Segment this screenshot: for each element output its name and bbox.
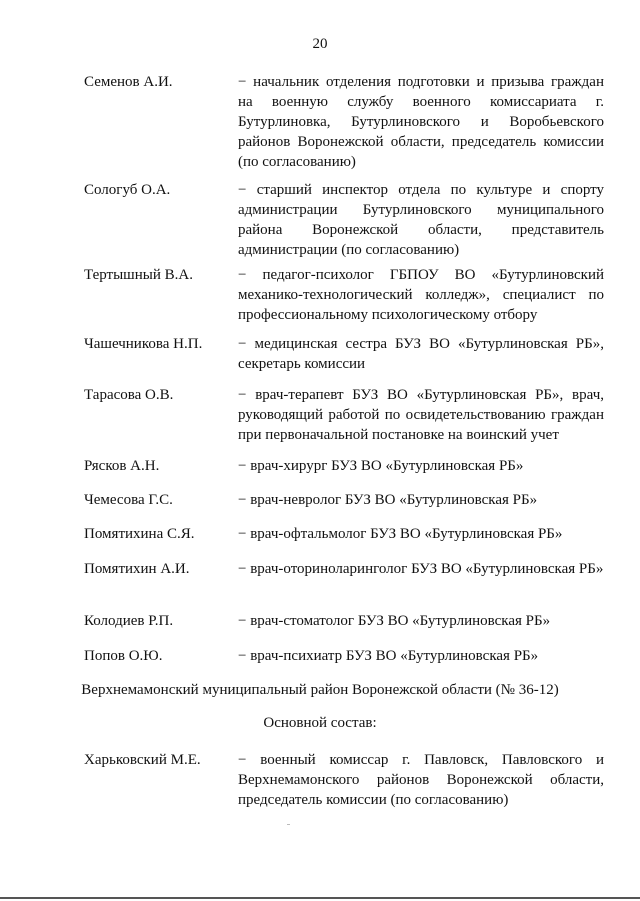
member-name: Харьковский М.Е. bbox=[84, 752, 201, 768]
member-description: − старший инспектор отдела по культуре и спорту администрации Бутурлиновского муниципального района Воронежской области, представитель администрации (по согласованию) bbox=[238, 182, 604, 258]
member-entry bbox=[84, 750, 604, 810]
member-entry bbox=[84, 524, 604, 544]
member-name: Чемесова Г.С. bbox=[84, 492, 173, 508]
member-description: − врач-оториноларинголог БУЗ ВО «Бутурлиновская РБ» bbox=[238, 561, 604, 577]
member-name: Тертышный В.А. bbox=[84, 267, 193, 283]
member-name: Помятихина С.Я. bbox=[84, 526, 195, 542]
member-entry bbox=[84, 334, 604, 374]
member-description: − медицинская сестра БУЗ ВО «Бутурлиновская РБ», секретарь комиссии bbox=[238, 336, 604, 372]
member-description: − врач-офтальмолог БУЗ ВО «Бутурлиновская РБ» bbox=[238, 526, 563, 542]
member-entry bbox=[84, 611, 604, 631]
member-name: Колодиев Р.П. bbox=[84, 613, 174, 629]
member-name: Сологуб О.А. bbox=[84, 182, 171, 198]
member-entry bbox=[84, 456, 604, 476]
member-description: − военный комиссар г. Павловск, Павловского и Верхнемамонского районов Воронежской области, председатель комиссии (по согласованию) bbox=[238, 752, 604, 808]
member-entry bbox=[84, 559, 604, 579]
subsection-title: Основной состав: bbox=[263, 715, 377, 731]
member-description: − врач-невролог БУЗ ВО «Бутурлиновская РБ» bbox=[238, 492, 538, 508]
member-name: Попов О.Ю. bbox=[84, 648, 163, 664]
member-entry bbox=[84, 72, 604, 172]
member-name: Рясков А.Н. bbox=[84, 458, 160, 474]
member-entry bbox=[84, 180, 604, 260]
page-number: 20 bbox=[312, 36, 328, 52]
page-bottom-edge bbox=[0, 897, 640, 899]
member-name: Тарасова О.В. bbox=[84, 387, 174, 403]
section-title: Верхнемамонский муниципальный район Воронежской области (№ 36-12) bbox=[81, 682, 559, 698]
member-entry bbox=[84, 265, 604, 325]
member-entry bbox=[84, 490, 604, 510]
member-name: Помятихин А.И. bbox=[84, 561, 190, 577]
member-description: − педагог-психолог ГБПОУ ВО «Бутурлиновский механико-технологический колледж», специалист по профессиональному психологическому отбору bbox=[238, 267, 604, 323]
member-name: Чашечникова Н.П. bbox=[84, 336, 203, 352]
member-description: − врач-терапевт БУЗ ВО «Бутурлиновская РБ», врач, руководящий работой по освидетельствованию граждан при первоначальной постановке на воинский учет bbox=[238, 387, 604, 443]
member-description: − врач-хирург БУЗ ВО «Бутурлиновская РБ» bbox=[238, 458, 524, 474]
member-name: Семенов А.И. bbox=[84, 74, 173, 90]
member-entry bbox=[84, 646, 604, 666]
member-description: − врач-психиатр БУЗ ВО «Бутурлиновская РБ» bbox=[238, 648, 539, 664]
member-description: − врач-стоматолог БУЗ ВО «Бутурлиновская РБ» bbox=[238, 613, 551, 629]
member-entry bbox=[84, 385, 604, 445]
member-description: − начальник отделения подготовки и призыва граждан на военную службу военного комиссариата г. Бутурлиновка, Бутурлиновского и Воробьевского районов Воронежской области, председатель комиссии (по согласованию) bbox=[238, 74, 604, 170]
scan-speck bbox=[287, 824, 290, 825]
